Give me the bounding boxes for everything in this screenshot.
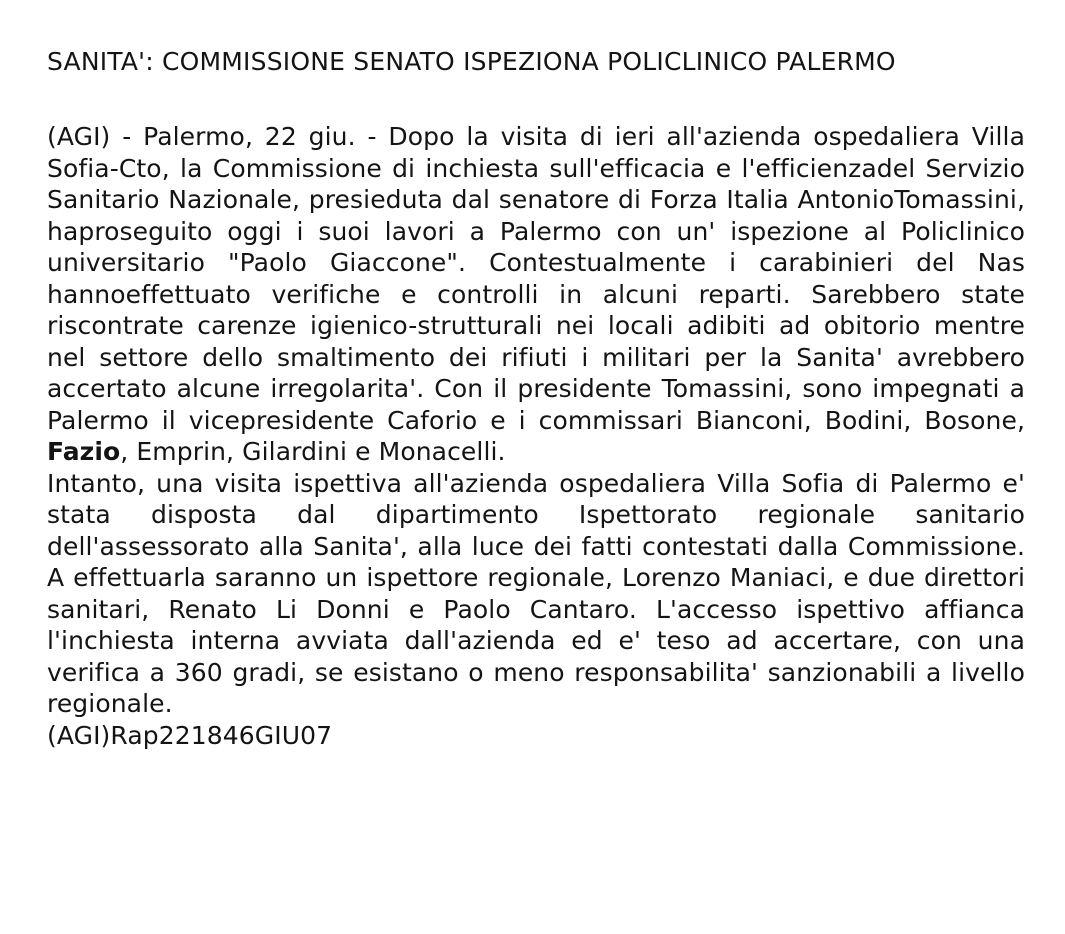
document-page [47,44,1025,751]
paragraph-1 [47,121,1025,468]
headline: SANITA': COMMISSIONE SENATO ISPEZIONA POLICLINICO PALERMO [47,47,896,76]
paragraph-2: Intanto, una visita ispettiva all'azienda ospedaliera Villa Sofia di Palermo e' stata disposta dal dipartimento Ispettorato regionale sanitario dell'assessorato alla Sanita', alla luce dei fatti contestati dalla Commissione. A effettuarla saranno un ispettore regionale, Lorenzo Maniaci, e due direttori sanitari, Renato Li Donni e Paolo Cantaro. L'accesso ispettivo affianca l'inchiesta interna avviata dall'azienda ed e' teso ad accertare, con una verifica a 360 gradi, se esistano o meno responsabilita' sanzionabili a livello regionale. [47,468,1025,718]
paragraph-1-text: (AGI) - Palermo, 22 giu. - Dopo la visita di ieri all'azienda ospedaliera Villa Sofia-Cto, la Commissione di inchiesta sull'efficacia e l'efficienzadel Servizio Sanitario Nazionale, presieduta dal senatore di Forza Italia AntonioTomassini, haproseguito oggi i suoi lavori a Palermo con un' ispezione al Policlinico universitario "Paolo Giaccone". Contestualmente i carabinieri del Nas hannoeffettuato verifiche e controlli in alcuni reparti. Sarebbero state riscontrate carenze igienico-strutturali nei locali adibiti ad obitorio mentre nel settore dello smaltimento dei rifiuti i militari per la Sanita' avrebbero accertato alcune irregolarita'. Con il presidente Tomassini, sono impegnati a Palermo il vicepresidente Caforio e i commissari Bianconi, Bodini, Bosone, [47,122,1025,435]
paragraph-1-end: , Emprin, Gilardini e Monacelli. [120,437,506,466]
agency-code: (AGI)Rap221846GIU07 [47,720,333,750]
article-body [47,121,1025,751]
highlighted-name: Fazio [47,437,121,466]
